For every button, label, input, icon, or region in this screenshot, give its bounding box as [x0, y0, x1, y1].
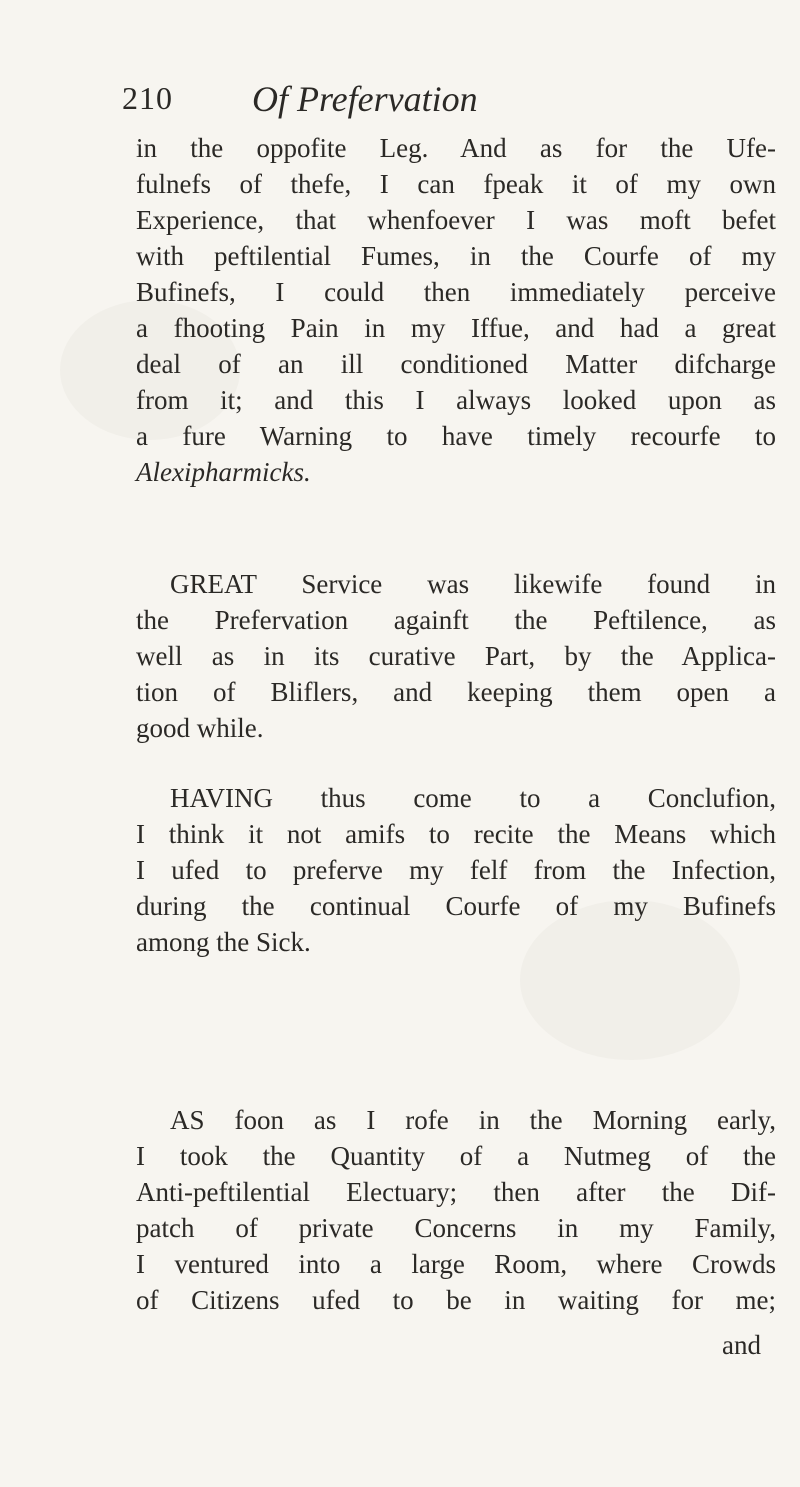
page-number: 210 [122, 80, 173, 116]
text-line: well as in its curative Part, by the Applica- [136, 641, 776, 671]
running-head: Of Prefervation [252, 79, 478, 119]
paragraph-2 [136, 566, 776, 746]
text-line: I ventured into a large Room, where Crowds [136, 1249, 776, 1279]
text-line: in the oppofite Leg. And as for the Ufe- [136, 133, 776, 163]
text-line: fulnefs of thefe, I can fpeak it of my own [136, 169, 776, 199]
text-line: Alexipharmicks. [136, 457, 311, 487]
text-line: the Prefervation againft the Peftilence, as [136, 605, 776, 635]
paragraph-3 [136, 780, 776, 960]
page-header [122, 80, 762, 130]
text-line: HAVING thus come to a Conclufion, [170, 783, 776, 813]
text-line: AS foon as I rofe in the Morning early, [170, 1105, 776, 1135]
text-line: good while. [136, 713, 264, 743]
text-line: among the Sick. [136, 927, 311, 957]
text-line: tion of Bliflers, and keeping them open a [136, 677, 776, 707]
text-line: deal of an ill conditioned Matter difcharge [136, 349, 776, 379]
text-line: GREAT Service was likewife found in [170, 569, 776, 599]
text-line: a fure Warning to have timely recourfe to [136, 421, 776, 451]
text-line: I took the Quantity of a Nutmeg of the [136, 1141, 776, 1171]
text-line: of Citizens ufed to be in waiting for me; [136, 1285, 776, 1315]
text-line: during the continual Courfe of my Bufinefs [136, 891, 776, 921]
paragraph-1 [136, 130, 776, 490]
text-line: I think it not amifs to recite the Means which [136, 819, 776, 849]
text-line: Bufinefs, I could then immediately perceive [136, 277, 776, 307]
text-line: Experience, that whenfoever I was moft befet [136, 205, 776, 235]
text-line: I ufed to preferve my felf from the Infection, [136, 855, 776, 885]
text-line: a fhooting Pain in my Iffue, and had a great [136, 313, 776, 343]
text-line: Anti-peftilential Electuary; then after the Dif- [136, 1177, 776, 1207]
text-line: with peftilential Fumes, in the Courfe of my [136, 241, 776, 271]
paragraph-4 [136, 1102, 776, 1318]
text-line: from it; and this I always looked upon as [136, 385, 776, 415]
text-line: patch of private Concerns in my Family, [136, 1213, 776, 1243]
catchword: and [722, 1330, 761, 1360]
